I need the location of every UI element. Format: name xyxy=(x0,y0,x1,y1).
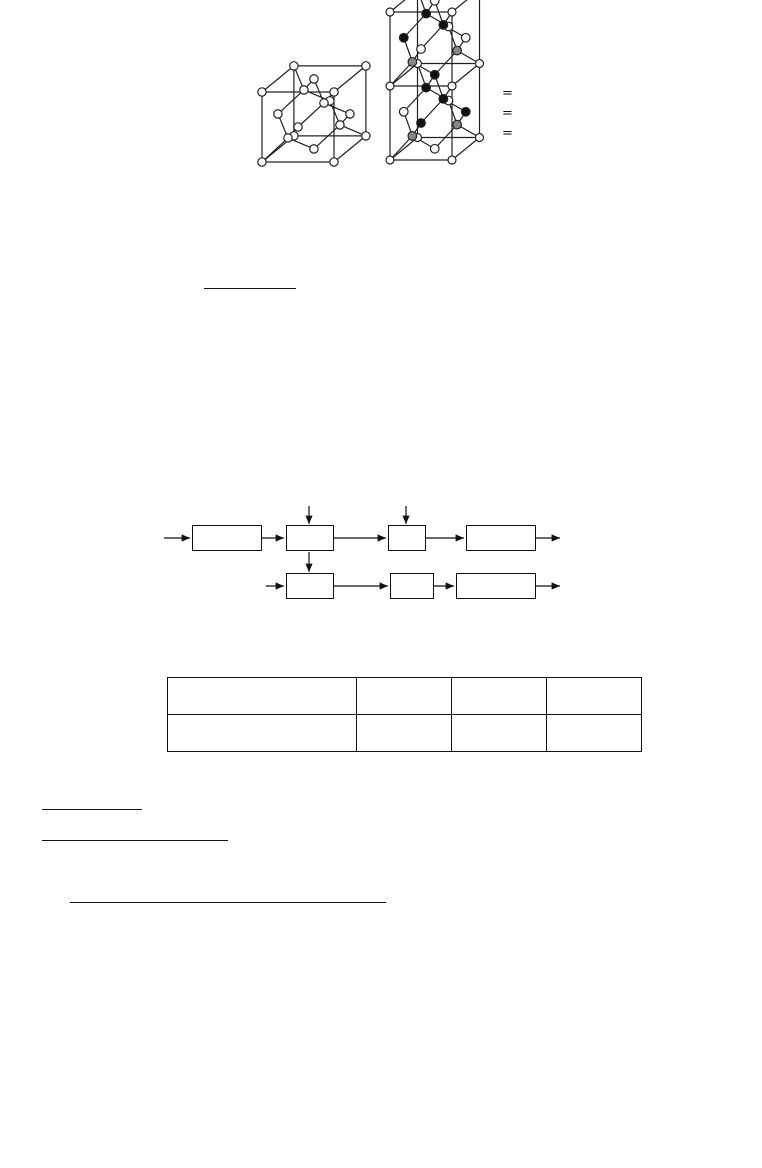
legend-sb: = xyxy=(502,126,513,141)
legend-ge: = xyxy=(502,86,513,101)
legend-hg: = xyxy=(502,106,513,121)
